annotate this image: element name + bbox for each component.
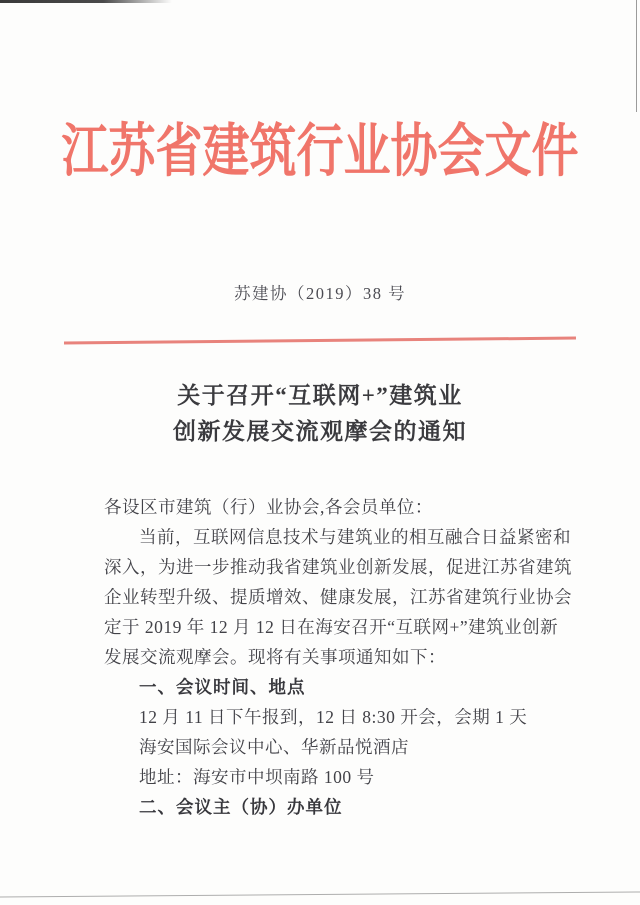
body-line: 12 月 11 日下午报到，12 日 8:30 开会，会期 1 天: [139, 707, 528, 727]
scan-artifact-right-edge: [636, 0, 637, 112]
body-line: 企业转型升级、提质增效、健康发展，江苏省建筑行业协会: [104, 587, 572, 607]
document-number: 苏建协（2019）38 号: [233, 284, 407, 303]
document-title-line1: 关于召开“互联网+”建筑业: [177, 383, 463, 408]
letterhead-title: 江苏省建筑行业协会文件: [61, 120, 579, 185]
document-title-line2: 创新发展交流观摩会的通知: [173, 419, 467, 444]
body-line: 发展交流观摩会。现将有关事项通知如下：: [104, 647, 446, 667]
section-heading-1: 一、会议时间、地点: [139, 677, 306, 697]
body-line: 深入，为进一步推动我省建筑业创新发展，促进江苏省建筑: [104, 557, 572, 577]
scan-artifact-top-edge: [0, 0, 172, 3]
scan-artifact-bottom-edge: [0, 891, 640, 897]
salutation: 各设区市建筑（行）业协会,各会员单位：: [104, 497, 433, 517]
red-divider-rule: [64, 337, 576, 345]
section-heading-2: 二、会议主（协）办单位: [139, 797, 343, 817]
body-line: 地址：海安市中坝南路 100 号: [139, 767, 375, 787]
document-body: [104, 492, 572, 822]
body-line: 海安国际会议中心、华新品悦酒店: [139, 737, 409, 757]
body-line: 当前，互联网信息技术与建筑业的相互融合日益紧密和: [139, 527, 571, 547]
document-title: [0, 378, 640, 450]
body-line: 定于 2019 年 12 月 12 日在海安召开“互联网+”建筑业创新: [104, 617, 559, 637]
